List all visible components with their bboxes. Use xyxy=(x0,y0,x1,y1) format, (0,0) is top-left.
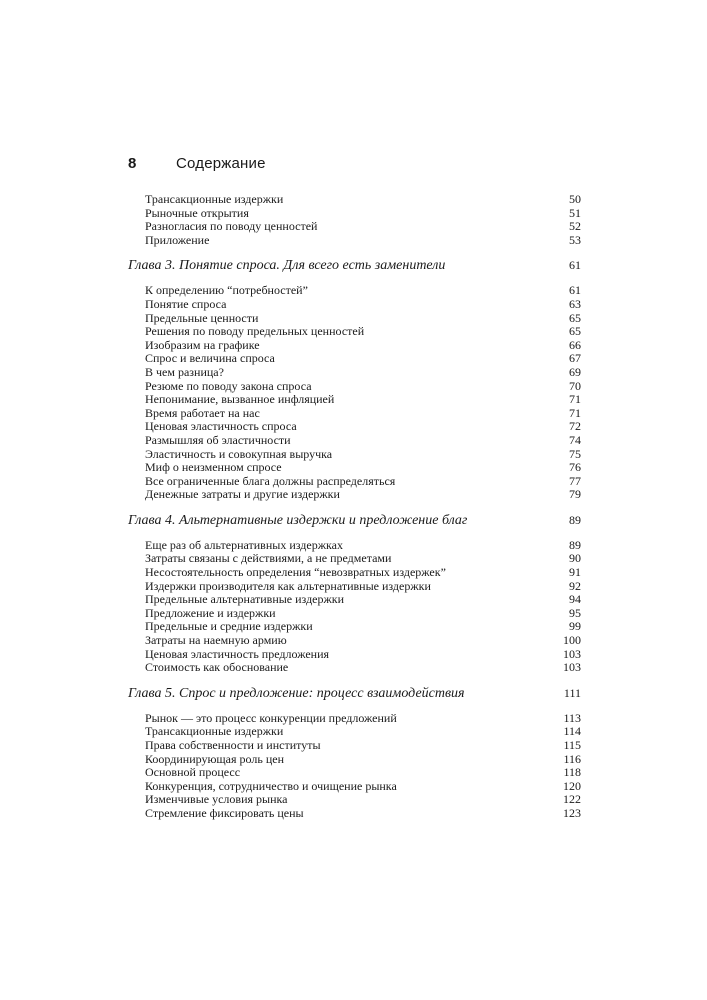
toc-entry-title: Понятие спроса xyxy=(145,296,227,311)
toc-entry xyxy=(128,566,581,580)
toc-entry-page: 66 xyxy=(569,337,581,352)
toc-entry-title: Размышляя об эластичности xyxy=(145,432,291,447)
chapter-title: Глава 5. Спрос и предложение: процесс взаимодействия xyxy=(128,685,465,701)
toc-entry-title: Права собственности и институты xyxy=(145,738,321,752)
toc-entry xyxy=(128,807,581,821)
toc-entry-title: Координирующая роль цен xyxy=(145,751,284,766)
toc-entry-page: 114 xyxy=(563,724,581,739)
toc-entry-title: Рыночные открытия xyxy=(145,205,249,220)
toc-entry xyxy=(128,475,581,489)
toc-entry-page: 72 xyxy=(569,419,581,434)
toc-entry-page: 51 xyxy=(569,205,581,220)
toc-entry-title: Стремление фиксировать цены xyxy=(145,805,304,820)
toc-entry xyxy=(128,607,581,621)
toc-entry-title: Непонимание, вызванное инфляцией xyxy=(145,392,335,407)
toc-entry xyxy=(128,793,581,807)
chapter-page: 89 xyxy=(569,512,581,527)
toc-entry-page: 61 xyxy=(569,283,581,298)
toc-entry xyxy=(128,780,581,794)
toc-entry-page: 71 xyxy=(569,405,581,420)
toc-entry-page: 113 xyxy=(563,710,581,725)
toc-entry-page: 79 xyxy=(569,487,581,502)
toc-entry-title: Издержки производителя как альтернативные издержки xyxy=(145,578,431,593)
toc-entry xyxy=(128,366,581,380)
toc-entry-title: Трансакционные издержки xyxy=(145,724,284,739)
toc-chapter-3 xyxy=(128,256,581,502)
toc-entry-title: Затраты связаны с действиями, а не предметами xyxy=(145,551,392,566)
toc-entry xyxy=(128,648,581,662)
chapter-page: 61 xyxy=(569,258,581,273)
toc-entry-page: 74 xyxy=(569,432,581,447)
toc-entry-title: Разногласия по поводу ценностей xyxy=(145,219,318,234)
toc-entry-title: Затраты на наемную армию xyxy=(145,633,287,648)
toc-entry-title: Рынок — это процесс конкуренции предложений xyxy=(145,710,397,725)
toc-entry xyxy=(128,298,581,312)
toc-entry xyxy=(128,739,581,753)
toc-entry-title: Предложение и издержки xyxy=(145,605,276,620)
toc-entry-title: Основной процесс xyxy=(145,765,241,780)
toc-entry-page: 99 xyxy=(569,619,581,634)
chapter-title: Глава 4. Альтернативные издержки и предложение благ xyxy=(128,512,468,528)
toc-entry xyxy=(128,552,581,566)
toc-entry xyxy=(128,634,581,648)
toc-entry-title: Предельные альтернативные издержки xyxy=(145,592,345,607)
toc-entry-page: 63 xyxy=(569,296,581,311)
toc-entry-title: Решения по поводу предельных ценностей xyxy=(145,324,365,339)
toc-entry-page: 71 xyxy=(569,392,581,407)
toc-entry xyxy=(128,593,581,607)
toc-entry-page: 92 xyxy=(569,578,581,593)
toc-entry-title: Резюме по поводу закона спроса xyxy=(145,378,312,393)
toc-entry-title: Спрос и величина спроса xyxy=(145,351,275,366)
toc-entry-page: 89 xyxy=(569,537,581,552)
toc-entry-page: 70 xyxy=(569,378,581,393)
toc-entry-page: 122 xyxy=(563,792,581,807)
toc-entry-title: Предельные и средние издержки xyxy=(145,619,313,634)
toc-entry-title: Изобразим на графике xyxy=(145,337,260,352)
toc-entry xyxy=(128,284,581,298)
page-title: Содержание xyxy=(176,155,266,172)
toc-entry-page: 76 xyxy=(569,460,581,475)
toc-entry-title: К определению “потребностей” xyxy=(145,283,308,298)
chapter-heading xyxy=(128,684,581,703)
toc-entry-page: 116 xyxy=(563,751,581,766)
toc-entry-page: 100 xyxy=(563,633,581,648)
toc-entry xyxy=(128,420,581,434)
toc-entry-page: 77 xyxy=(569,473,581,488)
toc-entry xyxy=(128,753,581,767)
toc-entry-title: Время работает на нас xyxy=(145,405,260,420)
toc-entry-title: Конкуренция, сотрудничество и очищение рынка xyxy=(145,778,397,793)
toc-entry-title: Еще раз об альтернативных издержках xyxy=(145,537,343,552)
toc-entry-page: 103 xyxy=(563,660,581,675)
toc-entry-page: 67 xyxy=(569,351,581,366)
toc-entry xyxy=(128,407,581,421)
toc-entry-title: Ценовая эластичность предложения xyxy=(145,646,330,661)
toc-entry-page: 95 xyxy=(569,605,581,620)
toc-entry-title: Трансакционные издержки xyxy=(145,192,284,206)
toc-entry xyxy=(128,207,581,221)
chapter-heading xyxy=(128,511,581,530)
toc-entry xyxy=(128,488,581,502)
toc-entry xyxy=(128,539,581,553)
toc-entry xyxy=(128,434,581,448)
toc-entry-page: 120 xyxy=(563,778,581,793)
toc-entry xyxy=(128,725,581,739)
toc-entry xyxy=(128,325,581,339)
toc-entry xyxy=(128,220,581,234)
toc-entry-title: Денежные затраты и другие издержки xyxy=(145,487,340,502)
chapter-title: Глава 3. Понятие спроса. Для всего есть заменители xyxy=(128,258,446,274)
toc-entry-page: 94 xyxy=(569,592,581,607)
toc-entry-page: 65 xyxy=(569,310,581,325)
page-number: 8 xyxy=(128,155,137,172)
toc-entry xyxy=(128,448,581,462)
toc-entry-title: Миф о неизменном спросе xyxy=(145,460,282,475)
toc-entry xyxy=(128,312,581,326)
toc-entry-title: Стоимость как обоснование xyxy=(145,660,289,675)
chapter-heading xyxy=(128,256,581,275)
toc-entry-title: Несостоятельность определения “невозвратных издержек” xyxy=(145,565,446,580)
toc-entry-page: 118 xyxy=(563,765,581,780)
toc-entry-title: Ценовая эластичность спроса xyxy=(145,419,297,434)
toc-entry-page: 115 xyxy=(563,738,581,752)
toc-entry xyxy=(128,352,581,366)
toc-entry-page: 91 xyxy=(569,565,581,580)
toc-entry-page: 52 xyxy=(569,219,581,234)
toc-entry xyxy=(128,620,581,634)
toc-entry-title: Все ограниченные блага должны распределяться xyxy=(145,473,396,488)
toc-intro-section xyxy=(128,193,581,247)
toc-chapter-5 xyxy=(128,684,581,821)
page-header xyxy=(128,155,581,175)
toc-entry xyxy=(128,393,581,407)
toc-entry xyxy=(128,339,581,353)
toc-entry xyxy=(128,661,581,675)
toc-entry-page: 75 xyxy=(569,446,581,461)
toc-entry xyxy=(128,766,581,780)
toc-entry-page: 103 xyxy=(563,646,581,661)
toc-entry-title: В чем разница? xyxy=(145,364,224,379)
toc-entry-page: 123 xyxy=(563,805,581,820)
toc-entry xyxy=(128,461,581,475)
toc-entry xyxy=(128,193,581,207)
toc-entry-page: 50 xyxy=(569,192,581,206)
toc-entry-title: Эластичность и совокупная выручка xyxy=(145,446,333,461)
toc-entry-page: 53 xyxy=(569,232,581,247)
toc-entry xyxy=(128,580,581,594)
toc-entry-title: Приложение xyxy=(145,232,210,247)
toc-entry-page: 69 xyxy=(569,364,581,379)
toc-entry-title: Предельные ценности xyxy=(145,310,259,325)
table-of-contents xyxy=(128,193,581,821)
toc-entry xyxy=(128,380,581,394)
chapter-page: 111 xyxy=(563,685,581,700)
toc-chapter-4 xyxy=(128,511,581,675)
toc-entry-page: 90 xyxy=(569,551,581,566)
toc-entry-title: Изменчивые условия рынка xyxy=(145,792,288,807)
toc-entry xyxy=(128,234,581,248)
toc-entry-page: 65 xyxy=(569,324,581,339)
toc-entry xyxy=(128,712,581,726)
